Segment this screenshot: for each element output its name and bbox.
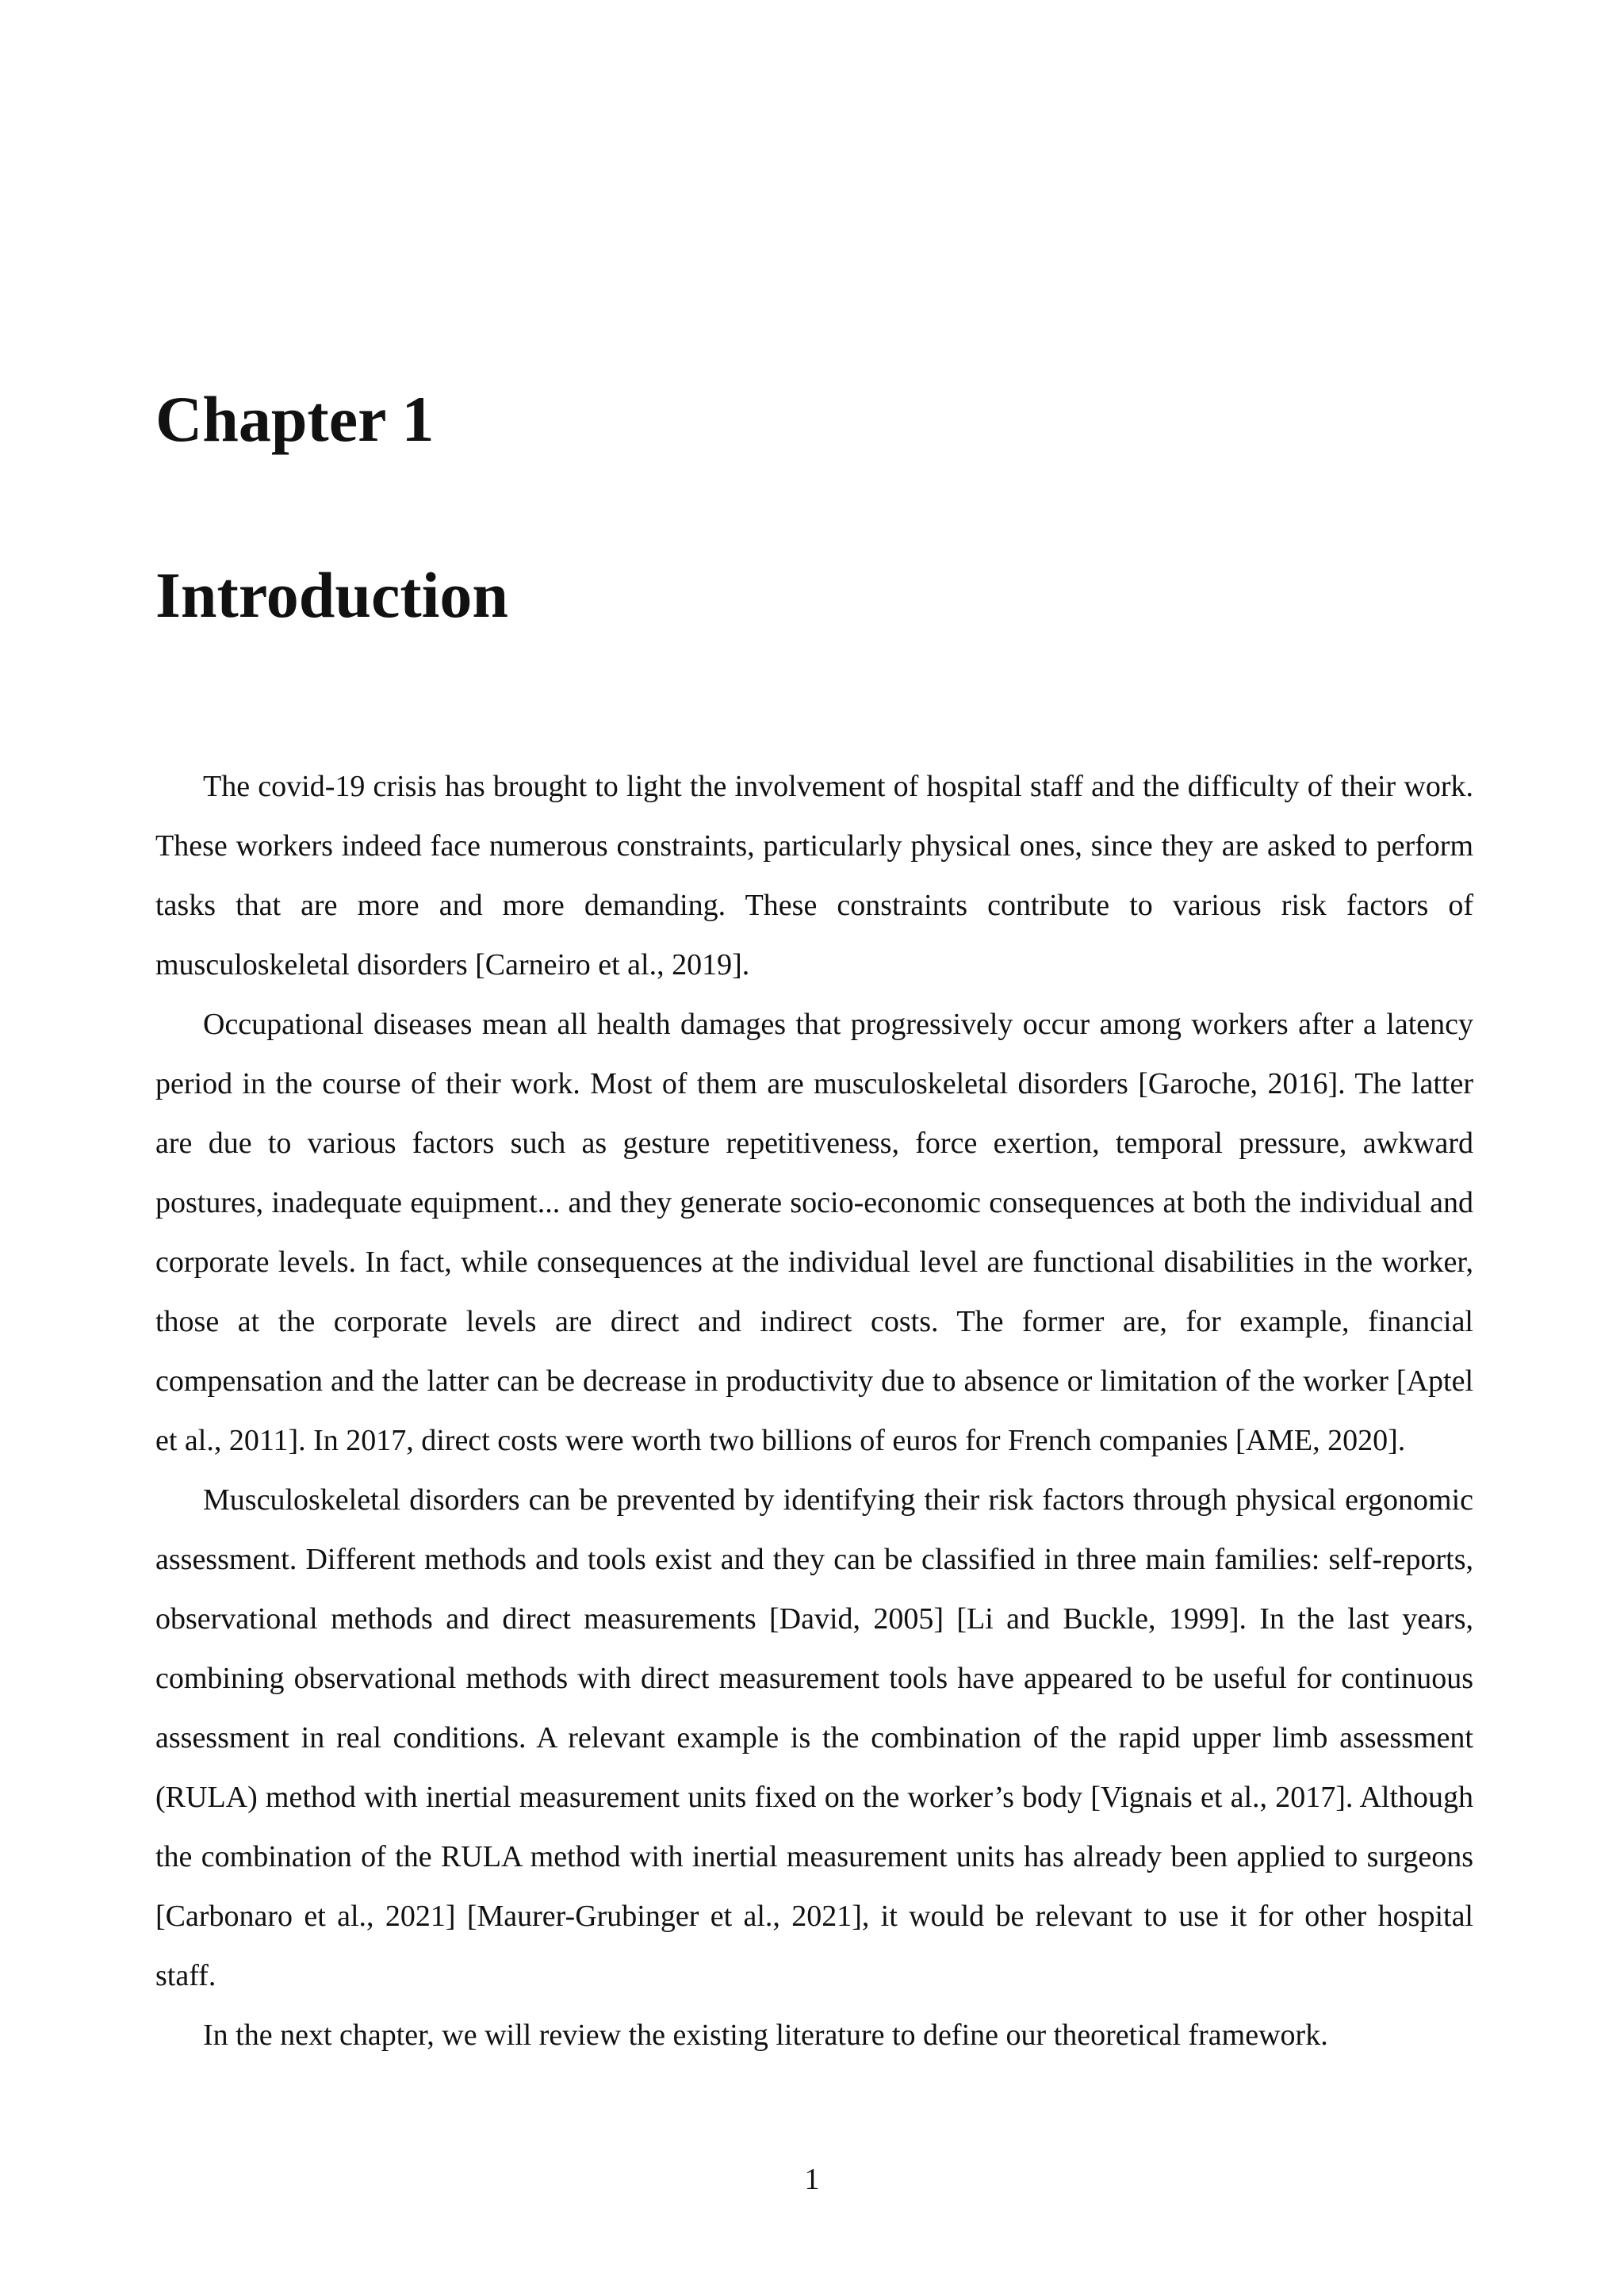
chapter-label: Chapter 1 [155,383,435,455]
paragraph: In the next chapter, we will review the existing literature to define our theoretical framework. [203,2019,1328,2052]
paragraph: Occupational diseases mean all health damages that progressively occur among workers after a latency period in the course of their work. Most of them are musculoskeletal disorders [Garoche, 2016]. The latter are due to various factors such as gesture repetitiveness, force exertion, temporal pressure, awkward postures, inadequate equipment... and they generate socio-economic consequences at both the individual and corporate levels. In fact, while consequences at the individual level are functional disabilities in the worker, those at the corporate levels are direct and indirect costs. The former are, for example, financial compensation and the latter can be decrease in productivity due to absence or limitation of the worker [Aptel et al., 2011]. In 2017, direct costs were worth two billions of euros for French companies [AME, 2020]. [155,1008,1473,1457]
chapter-title: Introduction [155,559,509,631]
paragraph: The covid-19 crisis has brought to light the involvement of hospital staff and the difficulty of their work. These workers indeed face numerous constraints, particularly physical ones, since they are asked to perform tasks that are more and more demanding. These constraints contribute to various risk factors of musculoskeletal disorders [Carneiro et al., 2019]. [155,770,1473,982]
chapter-body [155,757,1473,2065]
paragraph: Musculoskeletal disorders can be prevented by identifying their risk factors through physical ergonomic assessment. Different methods and tools exist and they can be classified in three main families: self-reports, observational methods and direct measurements [David, 2005] [Li and Buckle, 1999]. In the last years, combining observational methods with direct measurement tools have appeared to be useful for continuous assessment in real conditions. A relevant example is the combination of the rapid upper limb assessment (RULA) method with inertial measurement units fixed on the worker’s body [Vignais et al., 2017]. Although the combination of the RULA method with inertial measurement units has already been applied to surgeons [Carbonaro et al., 2021] [Maurer-Grubinger et al., 2021], it would be relevant to use it for other hospital staff. [155,1483,1473,1992]
page-number: 1 [804,2163,820,2196]
